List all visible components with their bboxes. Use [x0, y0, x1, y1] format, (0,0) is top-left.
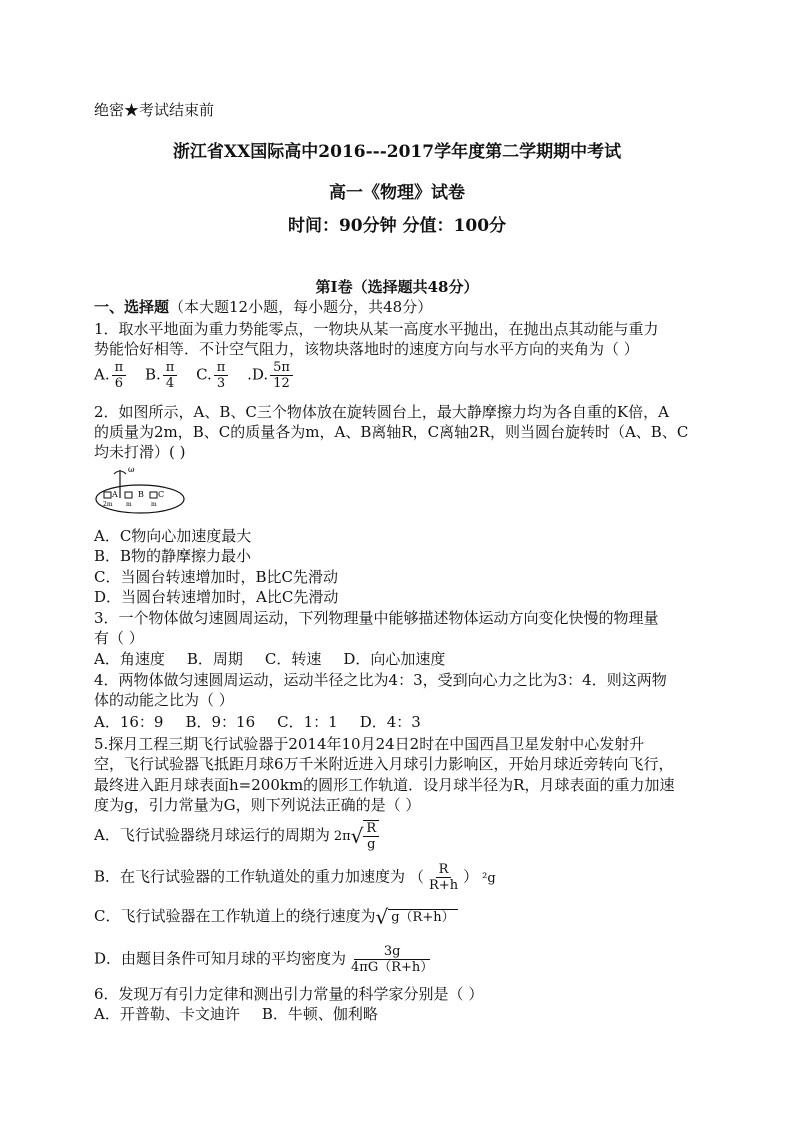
option-label: C. — [196, 365, 212, 384]
q3-line2: 有（ ） — [94, 629, 144, 647]
q4-option-d[interactable]: D．4：3 — [359, 713, 421, 731]
option-prefix: 2π — [333, 829, 351, 844]
q2-option-d[interactable]: D．当圆台转速增加时，A比C先滑动 — [94, 588, 339, 606]
block-b — [125, 492, 132, 498]
q6-options — [94, 1004, 390, 1024]
option-text: D．由题目条件可知月球的平均密度为 — [94, 949, 347, 968]
numerator: R — [436, 862, 452, 878]
q2-option-a[interactable]: A．C物向心加速度最大 — [94, 527, 252, 545]
q5-option-b[interactable] — [94, 862, 496, 893]
q4-option-b[interactable]: B．9：16 — [185, 713, 256, 731]
q4-option-a[interactable]: A．16：9 — [94, 713, 164, 731]
secret-label: 绝密★考试结束前 — [94, 101, 215, 119]
option-text: C．飞行试验器在工作轨道上的绕行速度为 — [94, 907, 376, 925]
radicand: g（R+h） — [388, 909, 457, 925]
part-desc: （本大题12小题，每小题分，共48分） — [169, 298, 433, 316]
q1-option-b[interactable] — [145, 360, 179, 391]
paren-close: ） — [463, 867, 479, 886]
label-c: C — [158, 490, 165, 499]
q6-line1: 6．发现万有引力定律和测出引力常量的科学家分别是（ ） — [94, 985, 484, 1003]
q2-line2: 的质量为2m，B、C的质量各为m，A、B离轴R，C离轴2R，则当圆台旋转时（A、B、C — [94, 423, 689, 441]
option-text: A．飞行试验器绕月球运行的周期为 — [94, 826, 330, 844]
block-a — [104, 492, 111, 498]
numerator: π — [112, 360, 127, 376]
q5-line1: 5.探月工程三期飞行试验器于2014年10月24日2时在中国西昌卫星发射中心发射升 — [94, 735, 645, 753]
q5-line3: 最终进入距月球表面h=200km的圆形工作轨道．设月球半径为R，月球表面的重力加速 — [94, 776, 675, 794]
q1-option-a[interactable] — [94, 360, 128, 391]
option-suffix: ²g — [482, 870, 496, 886]
q5-line2: 空，飞行试验器飞抵距月球6万千米附近进入月球引力影响区，开始月球近旁转向飞行， — [94, 755, 674, 773]
q3-option-b[interactable]: B．周期 — [186, 650, 243, 668]
fraction — [270, 360, 293, 391]
denominator: g — [367, 837, 376, 852]
q3-options — [94, 649, 457, 669]
q6-option-b[interactable]: B．牛顿、伽利略 — [261, 1005, 378, 1023]
omega-label: ω — [128, 465, 135, 474]
q2-line1: 2．如图所示，A、B、C三个物体放在旋转圆台上，最大静摩擦力均为各自重的K倍，A — [94, 403, 669, 421]
numerator: 5π — [270, 360, 293, 376]
denominator: 4 — [165, 376, 175, 391]
q1-line1: 1．取水平地面为重力势能零点，一物块从某一高度水平抛出，在抛出点其动能与重力 — [94, 320, 659, 338]
mass-c: m — [151, 501, 157, 508]
denominator: R+h — [429, 878, 459, 893]
paren-open: （ — [409, 867, 425, 886]
time-score-line: 时间：90分钟 分值：100分 — [287, 216, 507, 236]
fraction — [348, 944, 436, 975]
q4-line1: 4．两物体做匀速圆周运动，运动半径之比为4：3，受到向心力之比为3：4．则这两物 — [94, 671, 667, 689]
block-c — [150, 492, 157, 498]
exam-title: 浙江省XX国际高中2016---2017学年度第二学期期中考试 — [172, 142, 622, 162]
radical-icon: √ — [350, 824, 364, 848]
fraction — [112, 360, 127, 391]
fraction — [363, 820, 379, 852]
q2-option-b[interactable]: B．B物的静摩擦力最小 — [94, 547, 252, 565]
turntable-figure — [94, 462, 186, 522]
q5-option-c[interactable] — [94, 906, 458, 927]
numerator: π — [163, 360, 178, 376]
denominator: 3 — [216, 376, 226, 391]
option-label: B. — [144, 365, 161, 384]
q5-line4: 度为g，引力常量为G，则下列说法正确的是（ ） — [94, 796, 421, 814]
fraction — [214, 360, 229, 391]
q2-line3: 均未打滑）( ) — [94, 443, 186, 461]
q1-options — [94, 360, 307, 391]
q4-line2: 体的动能之比为（ ） — [94, 691, 234, 709]
q3-option-c[interactable]: C．转速 — [264, 650, 322, 668]
label-a: A — [112, 490, 118, 499]
part-title: 一、选择题 — [94, 298, 170, 316]
q6-option-a[interactable]: A．开普勒、卡文迪许 — [94, 1005, 240, 1023]
numerator: 3g — [354, 944, 431, 960]
q1-option-c[interactable] — [196, 360, 230, 391]
q1-option-d[interactable] — [247, 360, 295, 391]
denominator: 12 — [273, 376, 290, 391]
q4-option-c[interactable]: C．1：1 — [277, 713, 338, 731]
option-label: .D. — [247, 365, 269, 384]
q4-options — [94, 712, 433, 732]
option-text: B．在飞行试验器的工作轨道处的重力加速度为 — [94, 867, 406, 886]
q5-option-a[interactable] — [94, 820, 381, 852]
label-b: B — [138, 490, 144, 499]
mass-a: 2m — [103, 501, 113, 508]
radical-icon: √ — [375, 905, 389, 929]
mass-b: m — [126, 501, 132, 508]
q2-option-c[interactable]: C．当圆台转速增加时，B比C先滑动 — [94, 568, 338, 586]
q1-line2: 势能恰好相等．不计空气阻力，该物块落地时的速度方向与水平方向的夹角为（ ） — [94, 340, 639, 358]
numerator: π — [214, 360, 229, 376]
option-label: A. — [94, 365, 110, 384]
exam-subtitle: 高一《物理》试卷 — [329, 183, 465, 203]
fraction — [426, 862, 461, 893]
q3-option-a[interactable]: A．角速度 — [94, 650, 165, 668]
numerator: R — [363, 821, 379, 837]
part-heading — [94, 297, 432, 317]
q5-option-d[interactable] — [94, 944, 438, 975]
q3-line1: 3．一个物体做匀速圆周运动，下列物理量中能够描述物体运动方向变化快慢的物理量 — [94, 609, 659, 627]
denominator: 4πG（R+h） — [351, 960, 434, 975]
fraction — [163, 360, 178, 391]
volume-heading: 第Ⅰ卷（选择题共48分） — [315, 278, 479, 296]
q3-option-d[interactable]: D．向心加速度 — [343, 650, 446, 668]
denominator: 6 — [114, 376, 124, 391]
